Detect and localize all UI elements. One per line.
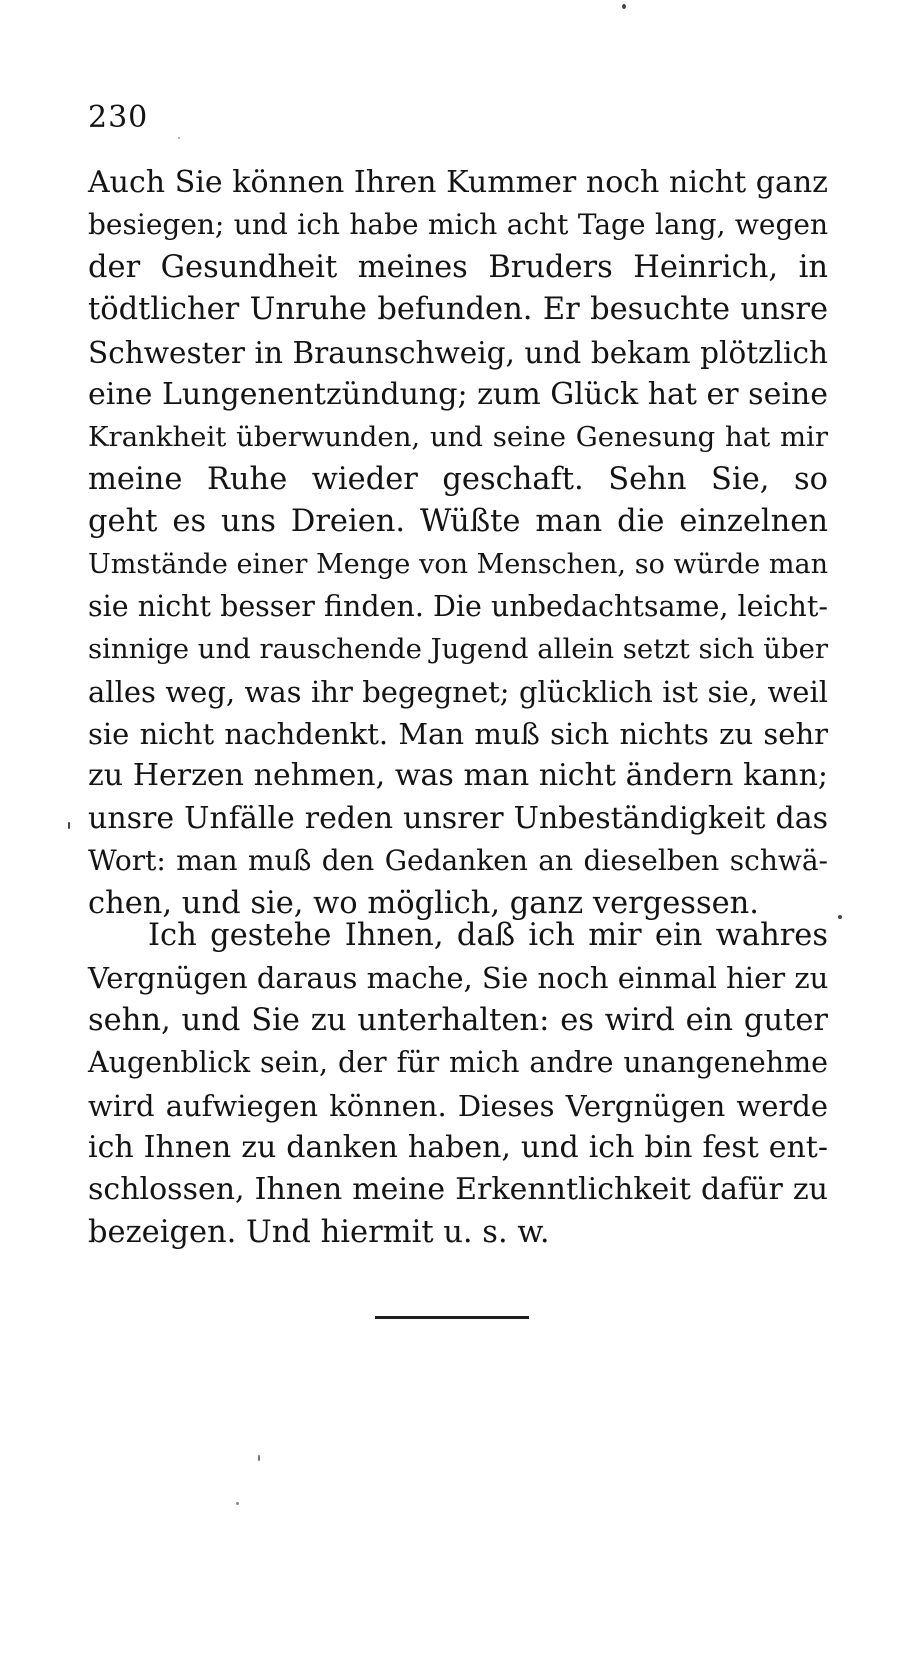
text-line: wird aufwiegen können. Dieses Vergnügen werde bbox=[88, 1088, 828, 1123]
text-line: Ich gestehe Ihnen, daß ich mir ein wahres bbox=[148, 918, 828, 953]
text-line: Umstände einer Menge von Menschen, so würde man bbox=[88, 548, 828, 580]
text-line: tödtlicher Unruhe befunden. Er besuchte unsre bbox=[88, 292, 828, 328]
text-line: Krankheit überwunden, und seine Genesung hat mir bbox=[88, 421, 828, 454]
text-line: Augenblick sein, der für mich andre unangenehme bbox=[88, 1046, 828, 1080]
text-line: sehn, und Sie zu unterhalten: es wird ein guter bbox=[88, 1002, 828, 1038]
text-line: Schwester in Braunschweig, und bekam plötzlich bbox=[88, 335, 828, 370]
text-line: zu Herzen nehmen, was man nicht ändern kann; bbox=[88, 758, 828, 794]
text-line: besiegen; und ich habe mich acht Tage lang, wegen bbox=[88, 208, 828, 242]
text-line: Wort: man muß den Gedanken an dieselben schwä- bbox=[88, 844, 828, 878]
page-number: 230 bbox=[88, 100, 149, 135]
text-line: eine Lungenentzündung; zum Glück hat er seine bbox=[88, 376, 828, 412]
text-line: der Gesundheit meines Bruders Heinrich, in bbox=[88, 249, 828, 285]
print-speck bbox=[178, 137, 180, 139]
print-speck bbox=[258, 1455, 260, 1461]
print-speck bbox=[236, 1502, 239, 1505]
print-speck bbox=[68, 822, 70, 829]
text-line: bezeigen. Und hiermit u. s. w. bbox=[88, 1214, 550, 1250]
text-line: Vergnügen daraus mache, Sie noch einmal hier zu bbox=[88, 961, 829, 996]
paragraph bbox=[88, 915, 828, 1254]
print-speck bbox=[838, 915, 842, 919]
text-line: meine Ruhe wieder geschaft. Sehn Sie, so bbox=[88, 461, 828, 497]
text-line: geht es uns Dreien. Wüßte man die einzelnen bbox=[88, 504, 828, 540]
text-line: unsre Unfälle reden unsrer Unbeständigkeit das bbox=[88, 800, 828, 836]
section-divider bbox=[375, 1316, 529, 1319]
print-speck bbox=[622, 4, 626, 9]
text-line: chen, und sie, wo möglich, ganz vergessen. bbox=[88, 885, 759, 921]
text-line: alles weg, was ihr begegnet; glücklich ist sie, weil bbox=[88, 674, 828, 709]
paragraph bbox=[88, 162, 828, 925]
text-line: schlossen, Ihnen meine Erkenntlichkeit dafür zu bbox=[88, 1172, 828, 1208]
text-line: sie nicht nachdenkt. Man muß sich nichts zu sehr bbox=[88, 717, 828, 752]
text-line: sie nicht besser finden. Die unbedachtsame, leicht- bbox=[88, 589, 828, 623]
text-line: Auch Sie können Ihren Kummer noch nicht ganz bbox=[88, 165, 828, 200]
text-line: sinnige und rauschende Jugend allein setzt sich über bbox=[88, 633, 828, 666]
text-line: ich Ihnen zu danken haben, und ich bin fest ent- bbox=[88, 1129, 828, 1165]
